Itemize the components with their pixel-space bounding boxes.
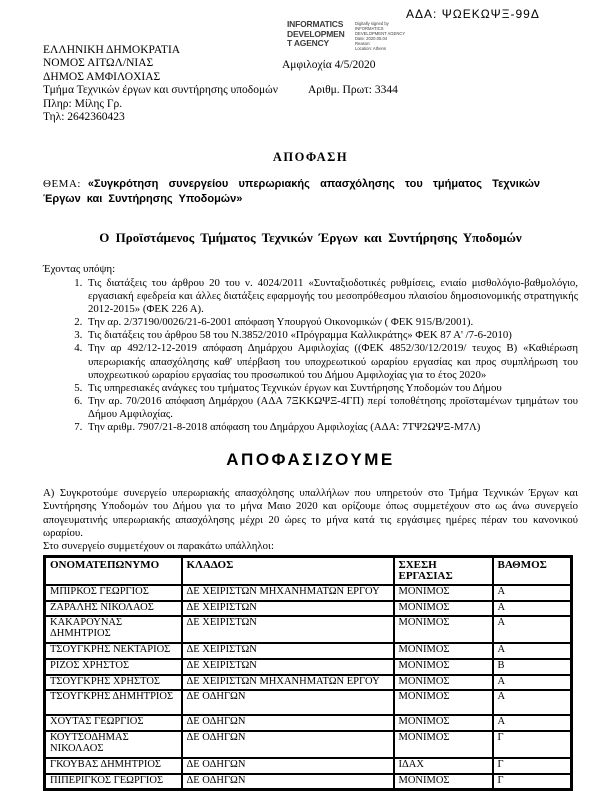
- table-cell: Α: [493, 601, 572, 617]
- stamp-agency-line: T AGENCY: [287, 38, 330, 48]
- subject-label: ΘΕΜΑ:: [43, 178, 81, 190]
- table-cell: ΤΣΟΥΓΚΡΗΣ ΧΡΗΣΤΟΣ: [45, 675, 182, 691]
- table-row: [45, 731, 572, 758]
- table-cell: Α: [493, 690, 572, 715]
- having-regard-item: 5. Τις υπηρεσιακές ανάγκες του τμήματος Τεχνικών έργων και Συντήρησης Υποδομών του Δήμου: [85, 382, 578, 395]
- authority-line: Τμήμα Τεχνικών έργων και συντήρησης υποδομών: [43, 84, 278, 97]
- table-cell: Α: [493, 675, 572, 691]
- having-regard-item: 6. Την αρ. 70/2016 απόφαση Δημάρχου (ΑΔΑ 7ΞΚΚΩΨΞ-4ΓΠ) περί τοποθέτησης προϊσταμένων τμημάτων του Δήμου Αμφιλοχίας.: [85, 395, 578, 421]
- authority-heading: Ο Προϊστάμενος Τμήματος Τεχνικών Έργων και Συντήρησης Υποδομών: [99, 230, 522, 245]
- having-regard-item: 2. Την αρ. 2/37190/0026/21-6-2001 απόφαση Υπουργού Οικονομικών ( ΦΕΚ 915/Β/2001).: [85, 316, 578, 329]
- stamp-signature-line: INFORMATICS: [355, 25, 384, 31]
- table-header-cell: ΟΝΟΜΑΤΕΠΩΝΥΜΟ: [45, 557, 182, 585]
- table-cell: Γ: [493, 758, 572, 774]
- table-header-cell: ΣΧΕΣΗ ΕΡΓΑΣΙΑΣ: [394, 557, 493, 585]
- stamp-signature-line: Date: 2020.05.04: [355, 35, 388, 41]
- table-cell: ΔΕ ΧΕΙΡΙΣΤΩΝ: [182, 616, 394, 643]
- stamp-signature-details: [355, 20, 435, 51]
- having-regard-list: [43, 277, 578, 434]
- having-regard-item: 7. Την αριθμ. 7907/21-8-2018 απόφαση του Δημάρχου Αμφιλοχίας (ΑΔΑ: 7ΤΨ2ΩΨΞ-Μ7Λ): [85, 421, 578, 434]
- table-row: [45, 774, 572, 790]
- table-cell: ΔΕ ΧΕΙΡΙΣΤΩΝ: [182, 601, 394, 617]
- table-row: [45, 643, 572, 659]
- table-cell: ΜΟΝΙΜΟΣ: [394, 659, 493, 675]
- table-cell: ΓΚΟΥΒΑΣ ΔΗΜΗΤΡΙΟΣ: [45, 758, 182, 774]
- stamp-signature-line: Location: Athens: [355, 45, 386, 51]
- table-cell: ΔΕ ΟΔΗΓΩΝ: [182, 731, 394, 758]
- table-row: [45, 585, 572, 601]
- table-cell: Α: [493, 643, 572, 659]
- table-cell: ΜΟΝΙΜΟΣ: [394, 731, 493, 758]
- decision-title: ΑΠΟΦΑΣΗ: [272, 150, 349, 164]
- authority-line: ΝΟΜΟΣ ΑΙΤΩΛ/ΝΙΑΣ: [43, 57, 154, 70]
- table-header-row: [45, 557, 572, 585]
- table-cell: ΜΟΝΙΜΟΣ: [394, 601, 493, 617]
- table-cell: ΚΑΚΑΡΟΥΝΑΣ ΔΗΜΗΤΡΙΟΣ: [45, 616, 182, 643]
- table-cell: ΔΕ ΧΕΙΡΙΣΤΩΝ ΜΗΧΑΝΗΜΑΤΩΝ ΕΡΓΟΥ: [182, 675, 394, 691]
- table-cell: ΜΟΝΙΜΟΣ: [394, 585, 493, 601]
- authority-line: ΕΛΛΗΝΙΚΗ ΔΗΜΟΚΡΑΤΙΑ: [43, 44, 181, 56]
- place-date: Αμφιλοχία 4/5/2020: [282, 59, 376, 71]
- participants-intro: Στο συνεργείο συμμετέχουν οι παρακάτω υπάλληλοι:: [43, 539, 274, 552]
- table-cell: ΖΑΡΑΛΗΣ ΝΙΚΟΛΑΟΣ: [45, 601, 182, 617]
- table-cell: ΔΕ ΧΕΙΡΙΣΤΩΝ: [182, 643, 394, 659]
- table-cell: Γ: [493, 731, 572, 758]
- having-regard-item: 4. Την αρ 492/12-12-2019 απόφαση Δημάρχου Αμφιλοχίας ((ΦΕΚ 4852/30/12/2019/ τευχος Β) «Καθιέρωση υπερωριακής απασχόλησης καθ' υπέρβαση του υποχρεωτικού ωραρίου εργασίας και προς συμπλήρωση του υποχρεωτικού ωραρίου εργασίας του προσωπικού του Δήμου Αμφιλοχίας για το έτος 2020»: [85, 342, 578, 381]
- stamp-signature-line: Reason:: [355, 40, 371, 46]
- table-cell: Α: [493, 585, 572, 601]
- table-cell: ΧΟΥΤΑΣ ΓΕΩΡΓΙΟΣ: [45, 715, 182, 731]
- table-cell: ΜΟΝΙΜΟΣ: [394, 715, 493, 731]
- table-cell: ΠΙΠΕΡΙΓΚΟΣ ΓΕΩΡΓΙΟΣ: [45, 774, 182, 790]
- stamp-agency-line: INFORMATICS: [287, 19, 344, 29]
- table-cell: ΔΕ ΟΔΗΓΩΝ: [182, 690, 394, 715]
- table-cell: ΤΣΟΥΓΚΡΗΣ ΝΕΚΤΑΡΙΟΣ: [45, 643, 182, 659]
- stamp-agency-line: DEVELOPMEN: [287, 28, 345, 39]
- having-regard-item: 3. Τις διατάξεις του άρθρου 58 του Ν.3852/2010 «Πρόγραμμα Καλλικράτης» ΦΕΚ 87 Α' /7-6-2010): [85, 329, 578, 342]
- table-cell: Β: [493, 659, 572, 675]
- table-cell: ΔΕ ΟΔΗΓΩΝ: [182, 715, 394, 731]
- authority-line: ΔΗΜΟΣ ΑΜΦΙΛΟΧΙΑΣ: [43, 70, 161, 83]
- subject-line: [43, 177, 540, 206]
- table-cell: ΜΠΙΡΚΟΣ ΓΕΩΡΓΙΟΣ: [45, 585, 182, 601]
- table-row: [45, 675, 572, 691]
- table-cell: ΜΟΝΙΜΟΣ: [394, 774, 493, 790]
- stamp-signature-line: DEVELOPMENT AGENCY: [355, 30, 406, 36]
- subject-text: «Συγκρότηση συνεργείου υπερωριακής απασχόλησης του τμήματος Τεχνικών Έργων και Συντήρησης Υποδομών»: [43, 178, 540, 205]
- participants-table: [43, 555, 573, 791]
- table-cell: ΔΕ ΧΕΙΡΙΣΤΩΝ ΜΗΧΑΝΗΜΑΤΩΝ ΕΡΓΟΥ: [182, 585, 394, 601]
- table-row: [45, 601, 572, 617]
- table-cell: ΔΕ ΟΔΗΓΩΝ: [182, 758, 394, 774]
- table-body: [45, 585, 572, 790]
- table-cell: ΤΣΟΥΓΚΡΗΣ ΔΗΜΗΤΡΙΟΣ: [45, 690, 182, 715]
- table-cell: ΔΕ ΟΔΗΓΩΝ: [182, 774, 394, 790]
- table-cell: ΚΟΥΤΣΟΔΗΜΑΣ ΝΙΚΟΛΑΟΣ: [45, 731, 182, 758]
- digital-signature-stamp: [287, 20, 435, 51]
- paragraph-a: Α) Συγκροτούμε συνεργείο υπερωριακής απασχόλησης υπαλλήλων που υπηρετούν στο Τμήμα Τεχνικών Έργων και Συντήρησης Υποδομών του Δήμου για το μήνα Μαιο 2020 και ορίζουμε όπως συμμετέχουν στο ως άνω συνεργείο απογευματινής υπερωριακής απασχόλησης μέχρι 20 ώρες το μήνα κατά τις εργάσιμες ημέρες πέραν του κανονικού ωραρίου.: [43, 487, 578, 539]
- having-regard-item: 1. Τις διατάξεις του άρθρου 20 του ν. 4024/2011 «Συνταξιοδοτικές ρυθμίσεις, ενιαίο μισθολόγιο-βαθμολόγιο, εργασιακή εφεδρεία και άλλες διατάξεις εφαρμογής του μεσοπρόθεσμου πλαισίου δημοσιονομικής στρατηγικής 2012-2015» (ΦΕΚ 226 Α).: [85, 277, 578, 316]
- protocol-number: Αριθμ. Πρωτ: 3344: [308, 84, 398, 96]
- table-cell: ΔΕ ΧΕΙΡΙΣΤΩΝ: [182, 659, 394, 675]
- document-body: [43, 150, 578, 791]
- table-row: [45, 690, 572, 715]
- ada-code: ΑΔΑ: ΨΩΕΚΩΨΞ-99Δ: [406, 7, 540, 21]
- table-cell: ΜΟΝΙΜΟΣ: [394, 690, 493, 715]
- stamp-agency-name: [287, 20, 349, 51]
- table-row: [45, 715, 572, 731]
- decide-heading: ΑΠΟΦΑΣΙΖΟΥΜΕ: [226, 450, 395, 470]
- having-regard-label: Έχοντας υπόψη:: [43, 263, 116, 275]
- stamp-signature-line: Digitally signed by: [355, 21, 389, 26]
- table-cell: Α: [493, 616, 572, 643]
- table-cell: Α: [493, 715, 572, 731]
- authority-line: Τηλ: 2642360423: [43, 111, 125, 124]
- table-cell: ΜΟΝΙΜΟΣ: [394, 616, 493, 643]
- table-row: [45, 616, 572, 643]
- table-cell: ΜΟΝΙΜΟΣ: [394, 643, 493, 659]
- table-cell: ΜΟΝΙΜΟΣ: [394, 675, 493, 691]
- table-header-cell: ΒΑΘΜΟΣ: [493, 557, 572, 585]
- issuing-authority-block: [43, 44, 278, 124]
- table-cell: ΙΔΑΧ: [394, 758, 493, 774]
- table-row: [45, 659, 572, 675]
- authority-line: Πληρ: Μίλης Γρ.: [43, 97, 123, 110]
- table-row: [45, 758, 572, 774]
- table-header-cell: ΚΛΑΔΟΣ: [182, 557, 394, 585]
- table-cell: Γ: [493, 774, 572, 790]
- table-cell: ΡΙΖΟΣ ΧΡΗΣΤΟΣ: [45, 659, 182, 675]
